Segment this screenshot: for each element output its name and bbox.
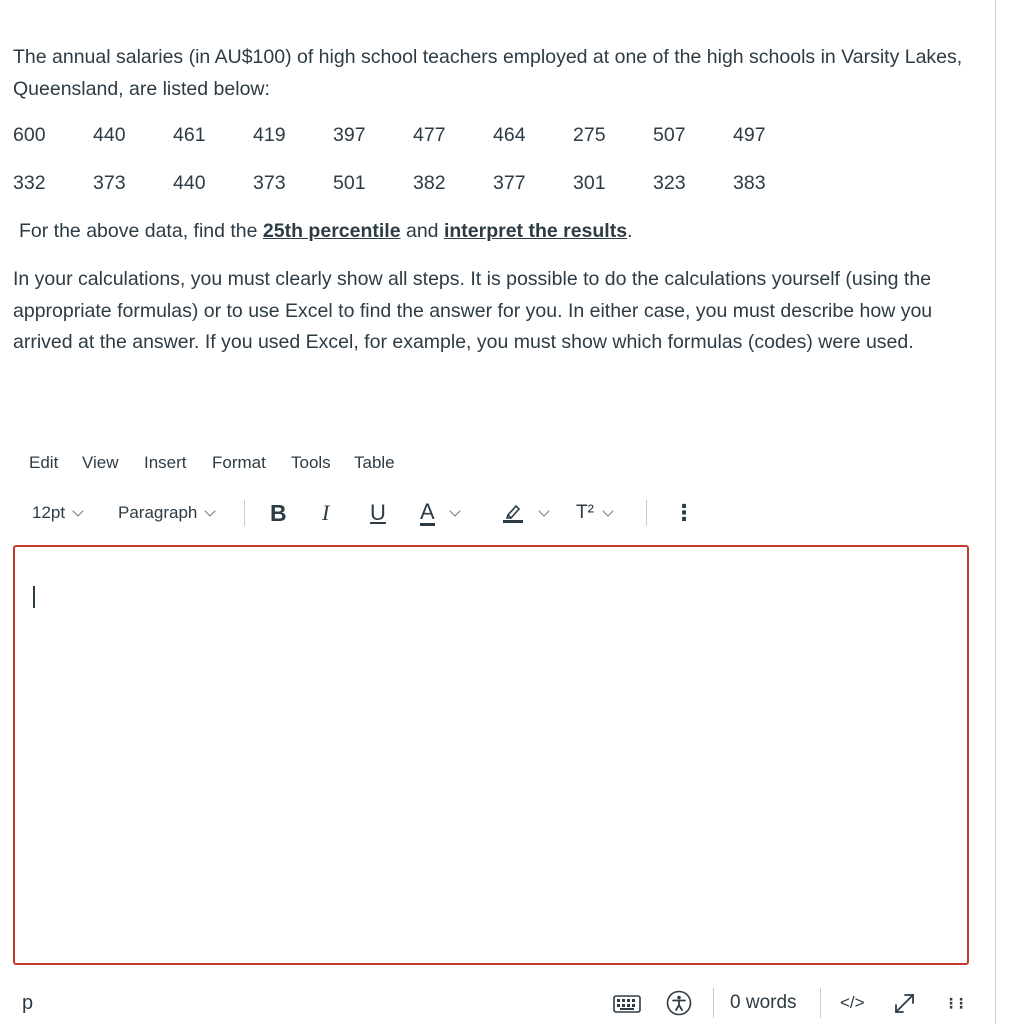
resize-handle[interactable] bbox=[944, 985, 964, 1021]
menu-table[interactable]: Table bbox=[354, 453, 395, 472]
text-cursor bbox=[33, 586, 35, 608]
chevron-down-icon bbox=[538, 505, 549, 516]
statusbar-divider bbox=[820, 988, 821, 1018]
menu-tools[interactable]: Tools bbox=[291, 453, 331, 472]
font-size-value: 12pt bbox=[32, 503, 66, 522]
editor-content-area[interactable] bbox=[13, 545, 969, 965]
page-right-border bbox=[995, 0, 996, 1024]
editor-toolbar bbox=[0, 494, 990, 532]
data-value: 501 bbox=[333, 172, 366, 194]
block-format-value: Paragraph bbox=[118, 503, 198, 522]
task-suffix: . bbox=[627, 220, 633, 242]
accessibility-icon bbox=[666, 990, 692, 1016]
data-value: 507 bbox=[653, 124, 686, 146]
chevron-down-icon bbox=[72, 505, 83, 516]
task-prefix: For the above data, find the bbox=[19, 220, 263, 242]
data-value: 419 bbox=[253, 124, 286, 146]
menu-format[interactable]: Format bbox=[212, 453, 266, 472]
keyboard-shortcuts-button[interactable] bbox=[613, 985, 641, 1021]
block-format-dropdown[interactable] bbox=[118, 494, 214, 532]
highlight-color-button[interactable] bbox=[502, 494, 548, 532]
menu-view[interactable]: View bbox=[82, 453, 119, 472]
data-value: 382 bbox=[413, 172, 446, 194]
accessibility-checker-button[interactable] bbox=[666, 985, 692, 1021]
task-interpret: interpret the results bbox=[443, 220, 628, 242]
italic-icon: I bbox=[322, 500, 330, 525]
data-value: 373 bbox=[253, 172, 286, 194]
element-path-label: p bbox=[22, 991, 34, 1014]
superscript-button[interactable] bbox=[576, 494, 612, 532]
data-value: 301 bbox=[573, 172, 606, 194]
underline-icon: U bbox=[370, 500, 386, 525]
question-task bbox=[19, 216, 633, 246]
text-color-button[interactable] bbox=[420, 494, 459, 532]
fullscreen-button[interactable] bbox=[892, 985, 918, 1021]
data-value: 377 bbox=[493, 172, 526, 194]
data-value: 383 bbox=[733, 172, 766, 194]
data-value: 461 bbox=[173, 124, 206, 146]
data-value: 477 bbox=[413, 124, 446, 146]
question-instructions: In your calculations, you must clearly show all steps. It is possible to do the calculations yourself (using the appropriate formulas) or to use Excel to find the answer for you. In either case, you must describe how you arrived at the answer. If you used Excel, for example, you must show which formulas (codes) were used. bbox=[13, 268, 933, 354]
html-editor-toggle[interactable] bbox=[840, 985, 865, 1021]
more-options-button[interactable] bbox=[673, 494, 695, 532]
underline-button[interactable] bbox=[370, 494, 386, 532]
data-value: 397 bbox=[333, 124, 366, 146]
data-value: 440 bbox=[93, 124, 126, 146]
menu-edit[interactable]: Edit bbox=[29, 453, 59, 472]
bold-button[interactable] bbox=[270, 494, 287, 532]
data-value: 440 bbox=[173, 172, 206, 194]
word-count-button[interactable] bbox=[730, 985, 797, 1021]
chevron-down-icon bbox=[205, 505, 216, 516]
superscript-icon: T² bbox=[576, 502, 594, 523]
toolbar-divider bbox=[646, 500, 647, 526]
data-value: 275 bbox=[573, 124, 606, 146]
task-target-25th-percentile: 25th percentile bbox=[262, 220, 401, 242]
data-value: 600 bbox=[13, 124, 46, 146]
text-color-icon: A bbox=[420, 498, 435, 524]
element-path[interactable] bbox=[22, 985, 33, 1021]
toolbar-divider bbox=[244, 500, 245, 526]
editor-statusbar bbox=[0, 985, 995, 1021]
word-count-label: 0 words bbox=[730, 992, 797, 1013]
chevron-down-icon bbox=[449, 505, 460, 516]
font-size-dropdown[interactable] bbox=[32, 494, 82, 532]
question-intro: The annual salaries (in AU$100) of high school teachers employed at one of the high schools in Varsity Lakes, Queensland, are listed below: bbox=[13, 46, 963, 100]
keyboard-icon bbox=[613, 992, 641, 1014]
bold-icon: B bbox=[270, 499, 287, 526]
code-icon: </> bbox=[840, 993, 865, 1012]
chevron-down-icon bbox=[602, 505, 613, 516]
drag-handle-icon: ⋮⋮ bbox=[944, 994, 964, 1011]
expand-icon bbox=[892, 990, 918, 1016]
more-vertical-icon: ⋮ bbox=[673, 500, 695, 525]
statusbar-divider bbox=[713, 988, 714, 1018]
italic-button[interactable] bbox=[322, 494, 329, 532]
question-prompt bbox=[13, 42, 973, 105]
task-middle: and bbox=[400, 220, 444, 242]
highlighter-icon bbox=[502, 502, 524, 524]
menu-insert[interactable]: Insert bbox=[144, 453, 187, 472]
data-value: 323 bbox=[653, 172, 686, 194]
data-value: 373 bbox=[93, 172, 126, 194]
data-value: 464 bbox=[493, 124, 526, 146]
data-value: 497 bbox=[733, 124, 766, 146]
data-value: 332 bbox=[13, 172, 46, 194]
